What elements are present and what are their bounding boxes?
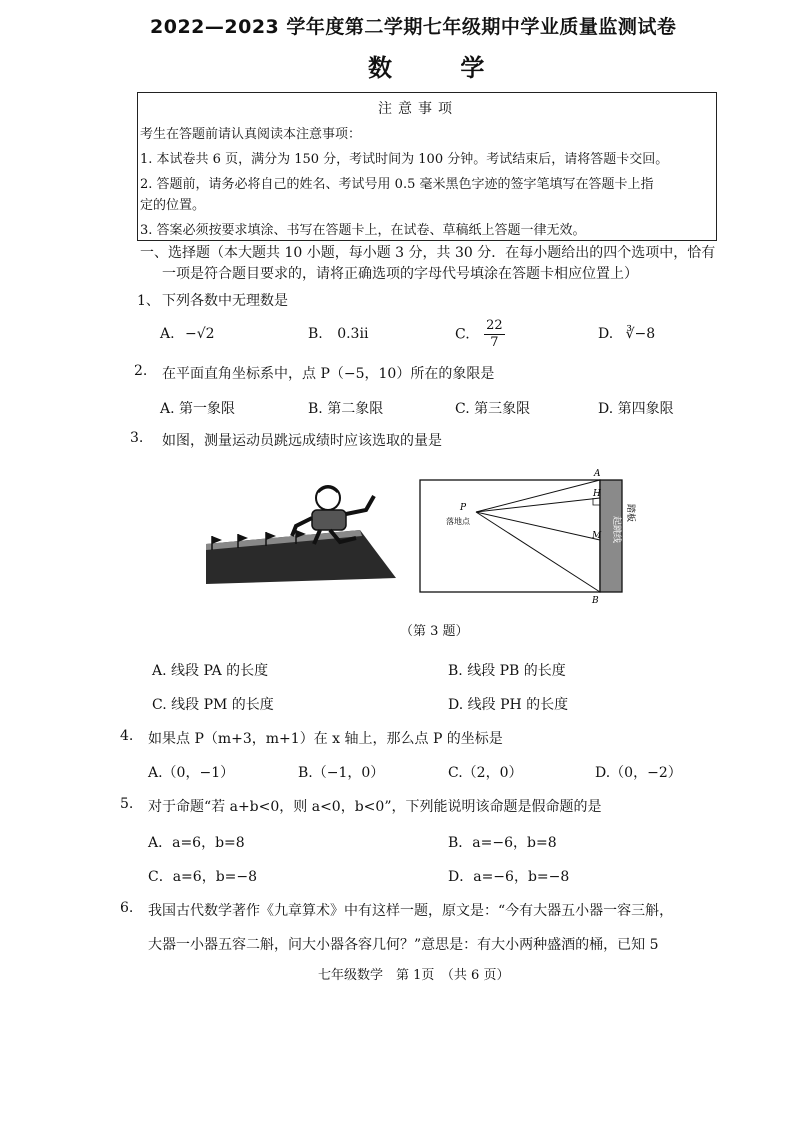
notice-item-3: 3. 答案必须按要求填涂、书写在答题卡上，在试卷、草稿纸上答题一律无效。 bbox=[140, 223, 586, 238]
option-a: A.（0，−1） bbox=[148, 765, 235, 781]
question-stem: 如果点 P（m+3，m+1）在 x 轴上，那么点 P 的坐标是 bbox=[148, 731, 503, 747]
option-label: A. bbox=[160, 326, 175, 342]
exam-title: 2022—2023 学年度第二学期七年级期中学业质量监测试卷 bbox=[150, 16, 677, 38]
fraction-numerator: 22 bbox=[486, 318, 503, 333]
sandpit-rectangle bbox=[420, 480, 600, 592]
label-h: H bbox=[593, 489, 601, 499]
question-stem-cont: 大器一小器五容二斛，问大小器各容几何？”意思是：有大小两种盛酒的桶，已知 5 bbox=[148, 937, 659, 953]
option-label: D. bbox=[598, 326, 614, 342]
question-number: 1、 bbox=[137, 293, 160, 309]
option-label: B. bbox=[308, 326, 323, 342]
option-d: D. 第四象限 bbox=[598, 401, 674, 417]
option-c: C. 线段 PM 的长度 bbox=[152, 697, 274, 713]
label-a: A bbox=[594, 469, 601, 479]
option-a: A．a=6，b=8 bbox=[148, 835, 245, 851]
question-stem: 下列各数中无理数是 bbox=[162, 293, 288, 309]
question-stem: 我国古代数学著作《九章算术》中有这样一题，原文是：“今有大器五小器一容三斛， bbox=[148, 903, 674, 919]
option-d: D.（0，−2） bbox=[595, 765, 682, 781]
question-stem: 对于命题“若 a+b<0，则 a<0，b<0”，下列能说明该命题是假命题的是 bbox=[148, 799, 602, 815]
page-footer: 七年级数学 第 1页 （共 6 页） bbox=[318, 968, 510, 983]
question-number: 4. bbox=[120, 728, 134, 744]
fraction bbox=[484, 318, 505, 351]
label-takeoff-line: 起跳线 bbox=[611, 516, 621, 544]
section-heading: 一、选择题（本大题共 10 小题，每小题 3 分，共 30 分．在每小题给出的四个选项中，恰有 bbox=[140, 245, 716, 261]
option-b: B. 线段 PB 的长度 bbox=[448, 663, 566, 679]
measurement-diagram bbox=[416, 466, 642, 608]
question-number: 3. bbox=[130, 430, 144, 446]
notice-item-2: 2. 答题前，请务必将自己的姓名、考试号用 0.5 毫米黑色字迹的签字笔填写在答题卡上指 bbox=[140, 177, 654, 192]
option-b: B. 第二象限 bbox=[308, 401, 384, 417]
segment-pa bbox=[476, 480, 600, 512]
option-b bbox=[308, 326, 368, 342]
option-c: C.（2，0） bbox=[448, 765, 523, 781]
notice-item-2-cont: 定的位置。 bbox=[140, 198, 206, 213]
option-c: C. 第三象限 bbox=[455, 401, 531, 417]
label-landing: 落地点 bbox=[446, 517, 470, 526]
label-board: 踏板 bbox=[625, 504, 635, 523]
option-c bbox=[455, 318, 505, 351]
notice-item-1: 1. 本试卷共 6 页，满分为 150 分，考试时间为 100 分钟。考试结束后，请将答题卡交回。 bbox=[140, 152, 669, 167]
option-a bbox=[160, 326, 215, 342]
question-stem: 如图，测量运动员跳远成绩时应该选取的量是 bbox=[162, 433, 442, 449]
label-b: B bbox=[592, 596, 599, 606]
option-value: −√2 bbox=[185, 326, 215, 342]
figure-caption: （第 3 题） bbox=[400, 624, 469, 639]
option-value: 0.3i̇i̇ bbox=[337, 326, 369, 342]
option-d: D. 线段 PH 的长度 bbox=[448, 697, 569, 713]
segment-pm bbox=[476, 512, 600, 540]
fraction-denominator: 7 bbox=[490, 335, 499, 350]
notice-heading: 注意事项 bbox=[378, 101, 458, 117]
option-d: D．a=−6，b=−8 bbox=[448, 869, 570, 885]
segment-pb bbox=[476, 512, 600, 592]
option-c: C．a=6，b=−8 bbox=[148, 869, 258, 885]
option-b: B．a=−6，b=8 bbox=[448, 835, 557, 851]
option-value: ∛−8 bbox=[625, 326, 656, 342]
option-a: A. 第一象限 bbox=[160, 401, 236, 417]
section-heading-cont: 一项是符合题目要求的，请将正确选项的字母代号填涂在答题卡相应位置上） bbox=[162, 266, 638, 282]
question-stem: 在平面直角坐标系中，点 P（−5，10）所在的象限是 bbox=[162, 366, 495, 382]
option-a: A. 线段 PA 的长度 bbox=[152, 663, 269, 679]
option-label: C. bbox=[455, 326, 470, 343]
label-m: M bbox=[592, 531, 602, 541]
label-p: P bbox=[460, 503, 467, 513]
subject-title: 数 学 bbox=[368, 54, 515, 82]
long-jump-illustration bbox=[200, 478, 400, 590]
question-number: 5. bbox=[120, 796, 134, 812]
option-d bbox=[598, 326, 655, 342]
question-number: 6. bbox=[120, 900, 134, 916]
segment-ph bbox=[476, 498, 600, 512]
option-b: B.（−1，0） bbox=[298, 765, 385, 781]
notice-intro: 考生在答题前请认真阅读本注意事项： bbox=[140, 127, 362, 142]
question-number: 2. bbox=[134, 363, 148, 379]
